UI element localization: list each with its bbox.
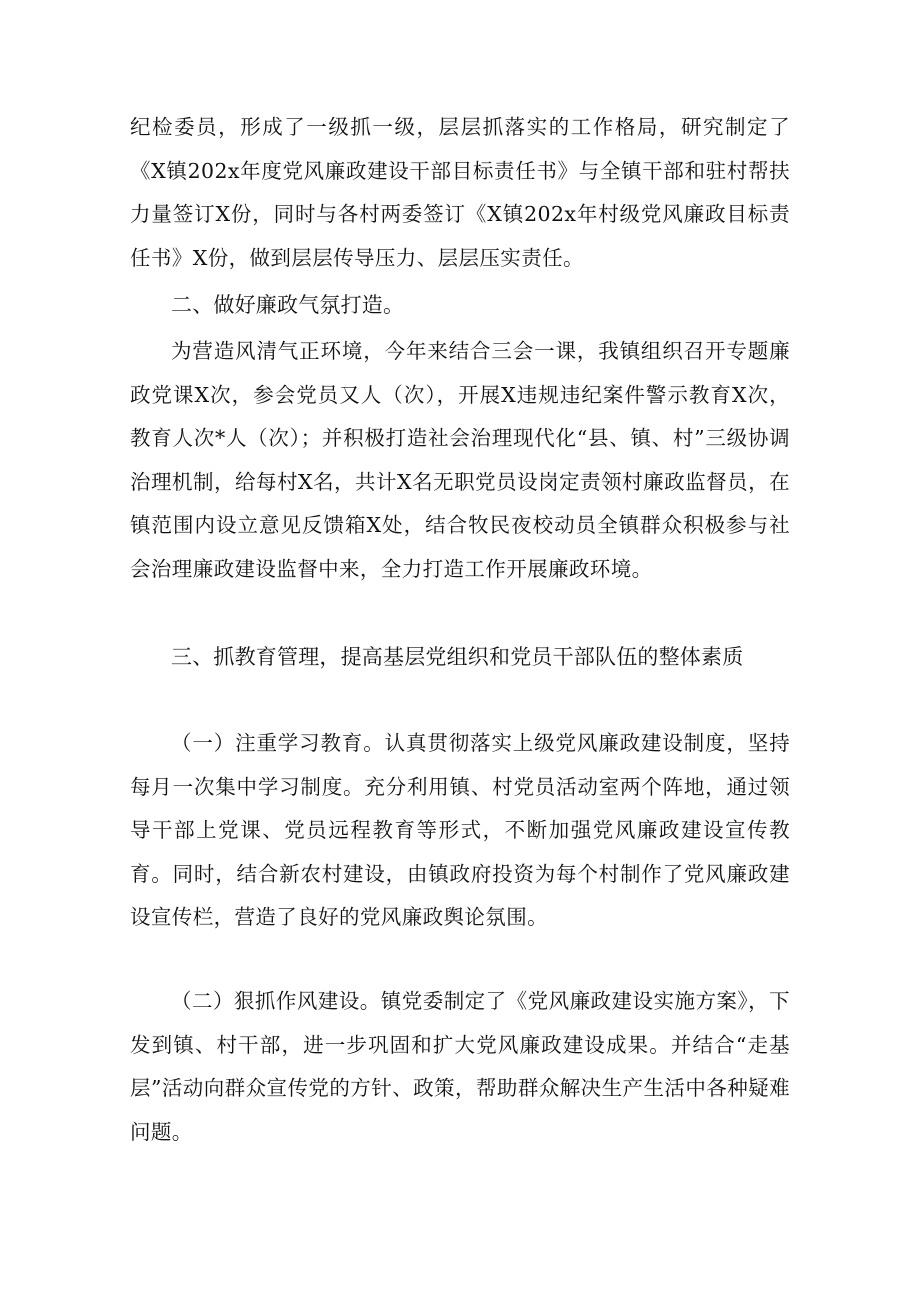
section-heading-three: 三、抓教育管理，提高基层党组织和党员干部队伍的整体素质 <box>171 645 744 669</box>
paragraph-study-education-body: 认真贯彻落实上级党风廉政建设制度，坚持每月一次集中学习制度。充分利用镇、村党员活动室两个阵地，通过领导干部上党课、党员远程教育等形式，不断加强党风廉政建设宣传教育。同时，结合新农村建设，由镇政府投资为每个村制作了党风廉政建设宣传栏，营造了良好的党风廉政舆论氛围。 <box>130 731 790 929</box>
paragraph-work-style: （二）狠抓作风建设。镇党委制定了《党风廉政建设实施方案》，下发到镇、村干部，进一步巩固和扩大党风廉政建设成果。并结合“走基层”活动向群众宣传党的方针、政策，帮助群众解决生产生活中各种疑难问题。 <box>130 989 790 1144</box>
paragraph-clean-atmosphere: 为营造风清气正环境，今年来结合三会一课，我镇组织召开专题廉政党课X次，参会党员又人（次），开展X违规违纪案件警示教育X次，教育人次*人（次）；并积极打造社会治理现代化“县、镇、村”三级协调治理机制，给每村X名，共计X名无职党员设岗定责领村廉政监督员，在镇范围内设立意见反馈箱X处，结合牧民夜校动员全镇群众积极参与社会治理廉政建设监督中来，全力打造工作开展廉政环境。 <box>130 339 790 581</box>
section-heading-two: 二、做好廉政气氛打造。 <box>171 293 405 317</box>
subsection-lead-one: （一）注重学习教育。 <box>171 731 385 755</box>
paragraph-responsibility-letters: 纪检委员，形成了一级抓一级，层层抓落实的工作格局，研究制定了《X镇202x年度党风廉政建设干部目标责任书》与全镇干部和驻村帮扶力量签订X份，同时与各村两委签订《X镇202x年村级党风廉政目标责任书》X份，做到层层传导压力、层层压实责任。 <box>130 115 790 270</box>
paragraph-study-education <box>130 722 790 940</box>
